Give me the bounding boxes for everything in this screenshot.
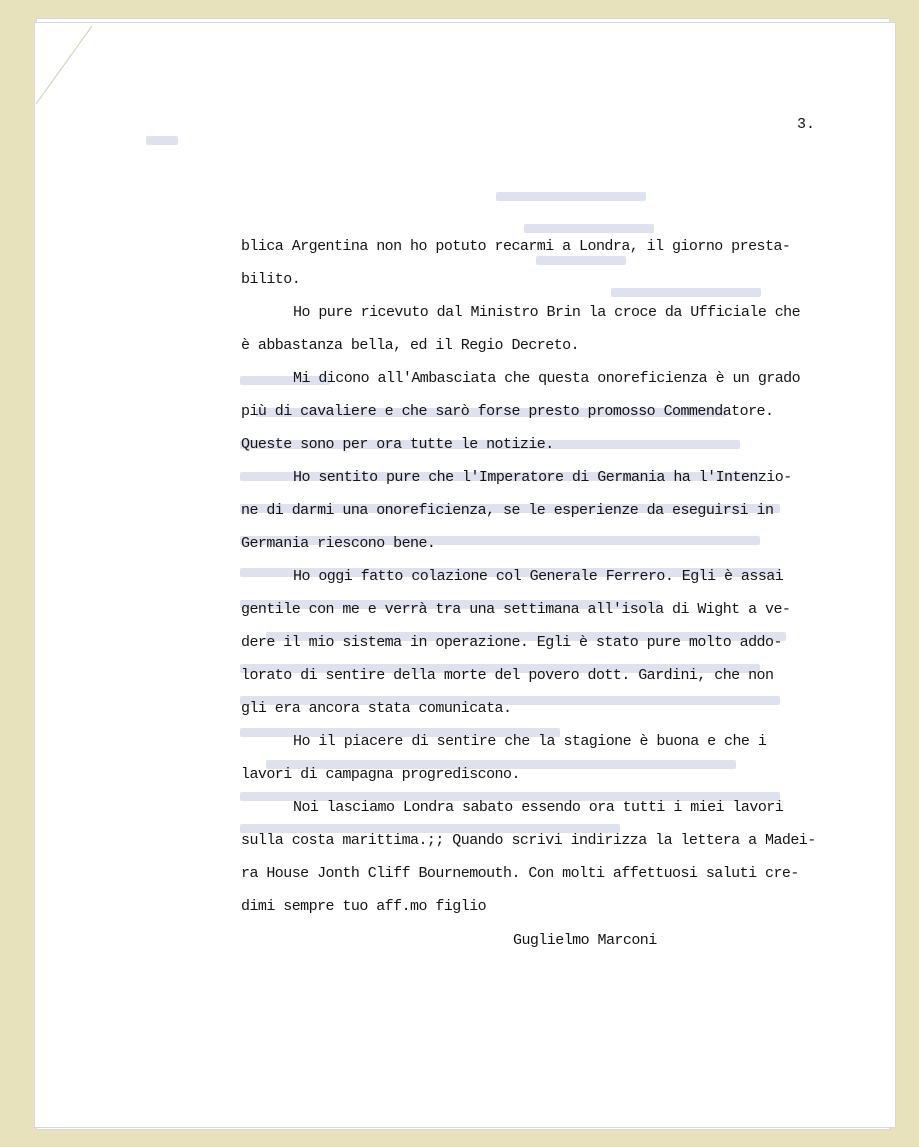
letter-line: ne di darmi una onoreficienza, se le esperienze da eseguirsi in [241, 502, 774, 519]
letter-line: Ho pure ricevuto dal Ministro Brin la croce da Ufficiale che [293, 304, 801, 321]
letter-line: blica Argentina non ho potuto recarmi a Londra, il giorno presta- [241, 238, 791, 255]
letter-body [241, 230, 816, 923]
letter-line: Ho il piacere di sentire che la stagione è buona e che i [293, 733, 767, 750]
letter-line: Ho sentito pure che l'Imperatore di Germania ha l'Intenzio- [293, 469, 792, 486]
letter-line: ra House Jonth Cliff Bournemouth. Con molti affettuosi saluti cre- [241, 865, 799, 882]
letter-line: Mi dicono all'Ambasciata che questa onoreficienza è un grado [293, 370, 801, 387]
letter-line: più di cavaliere e che sarò forse presto promosso Commendatore. [241, 403, 774, 420]
letter-line: Ho oggi fatto colazione col Generale Ferrero. Egli è assai [293, 568, 784, 585]
letter-line: sulla costa marittima.;; Quando scrivi indirizza la lettera a Madei- [241, 832, 816, 849]
letter-line: bilito. [241, 271, 301, 288]
letter-line: Germania riescono bene. [241, 535, 436, 552]
letter-line: lavori di campagna progrediscono. [241, 766, 520, 783]
letter-line: gli era ancora stata comunicata. [241, 700, 512, 717]
letter-line: dere il mio sistema in operazione. Egli è stato pure molto addo- [241, 634, 782, 651]
page-number: 3. [797, 116, 816, 133]
letter-line: lorato di sentire della morte del povero dott. Gardini, che non [241, 667, 774, 684]
letter-line: Noi lasciamo Londra sabato essendo ora tutti i miei lavori [293, 799, 784, 816]
signature-name: Guglielmo Marconi [513, 932, 657, 949]
letter-line: è abbastanza bella, ed il Regio Decreto. [241, 337, 580, 354]
letter-line: Queste sono per ora tutte le notizie. [241, 436, 554, 453]
letter-line: dimi sempre tuo aff.mo figlio [241, 898, 487, 915]
letter-line: gentile con me e verrà tra una settimana all'isola di Wight a ve- [241, 601, 791, 618]
